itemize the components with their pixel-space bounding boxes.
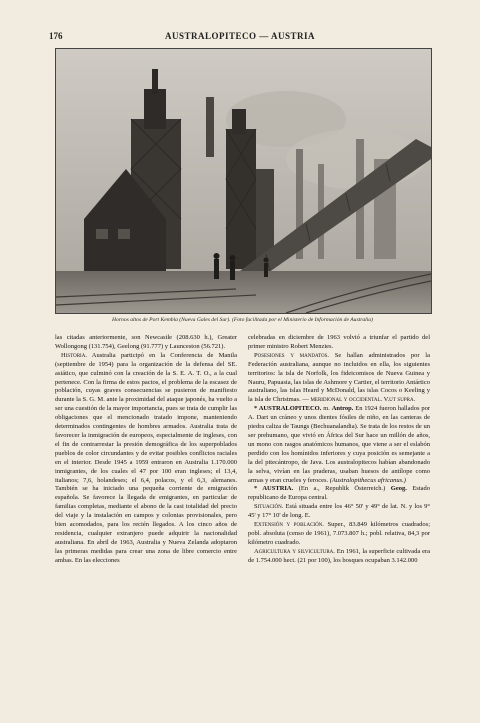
possessions-lead: Posesiones y mandatos. — [254, 351, 329, 359]
left-column — [55, 334, 237, 566]
agriculture-paragraph — [248, 548, 430, 566]
extension-paragraph — [248, 521, 430, 548]
running-title: AUSTRALOPITECO — AUSTRIA — [164, 31, 316, 41]
situation-lead: Situación. — [254, 503, 284, 511]
possessions-paragraph — [248, 352, 430, 405]
possessions-tail: — meridional y occidental. V.ut supra. — [302, 396, 416, 404]
left-paragraph-1: las citadas anteriormente, son Newcastle (208.630 h.), Greater Wollongong (131.754), Geelong (91.777) y Launceston (56.721). — [55, 334, 237, 350]
australopiteco-text: En 1924 fueron hallados por A. Dart un cráneo y unos dientes fósiles de niño, en las canteras de piedra caliza de Taungs (Bechuanalandia). Se trata de los restos de un ser prehumano, que vivió en África del Sur hace un millón de años, un mono con rasgos anatómicos humanos, que viene a ser el eslabón perdido con los homínidos inferiores y cuya posición es semejante a la del pitecántropo, de Java. Los australopitecos habían abandonado la selva, vivían en las praderas, usaban huesos de antílope como armas y eran crueles y feroces. — [248, 405, 430, 484]
austria-headword: * AUSTRIA. — [254, 485, 294, 493]
page-number: 176 — [49, 31, 63, 41]
history-lead: Historia. — [61, 351, 87, 359]
austria-field: Geog. — [390, 485, 407, 493]
austria-entry — [248, 485, 430, 503]
extension-lead: Extensión y población. — [254, 521, 324, 529]
austria-text: Estado republicano de Europa central. — [248, 485, 431, 502]
australopiteco-headword: * AUSTRALOPITECO. — [254, 405, 322, 413]
agriculture-text: En 1961, la superficie cultivada era de 1.754.000 hect. (21 por 100), los bosques ocupaban 3.142.000 — [248, 547, 431, 564]
right-paragraph-1: celebradas en diciembre de 1963 volvió a triunfar el partido del primer ministro Robert Menzies. — [248, 334, 430, 350]
page-header — [49, 31, 431, 43]
situation-text: Está situada entre los 46° 50' y 49° de lat. N. y los 9° 45' y 17° 10' de long. E. — [248, 503, 431, 520]
austria-alt-name: (En a., Republik Österreich.) — [298, 485, 386, 493]
blast-furnace-photo — [55, 48, 432, 314]
australopiteco-entry — [248, 405, 430, 485]
blast-furnace-illustration — [56, 49, 431, 313]
right-column — [248, 334, 430, 566]
history-text: Australia participó en la Conferencia de Manila (septiembre de 1954) para la organización de la defensa del SE. asiático, que culminó con la creación de la S. E. A. T. O., a la cual pertenece. Con la firma de estos pactos, el problema de la escasez de población, cuyas graves consecuencias se pusieron de manifiesto durante la S. G. M. ante la proximidad del ataque japonés, ha vuelto a ser una cuestión de la mayor importancia, pues se trata de cumplir las obligaciones que el mencionado tratado impone, manteniendo determinados contingentes de hombres armados. Australia trata de favorecer la inmigración de europeos, especialmente de ingleses, con el fin de contrarrestar la presión demográfica de los superpoblados pueblos de color circundantes y de evitar posibles conflictos raciales en el interior. Desde 1945 a 1959 entraron en Australia 1.170.000 inmigrantes, de los cuales el 47 por 100 eran ingleses; el 13,4, italianos; 7,6, holandeses; el 6,4, polacos, y el 6,3, alemanes. También se ha iniciado una pequeña corriente de emigración española. Se favorece la llegada de emigrantes, en particular de familias completas, mediante el abono de la casi totalidad del precio del viaje y la instalación en campos y colonias provisionales, pero bien acomodados, para los recién llegados. A los cinco años de residencia, cualquier extranjero puede adquirir la nacionalidad australiana. En abril de 1963, Australia y Nueva Zelanda adoptaron las primeras medidas para crear una zona de libre comercio entre ambas. En las elecciones — [55, 351, 237, 564]
agriculture-lead: Agricultura y silvicultura. — [254, 547, 335, 555]
photo-caption: Hornos altos de Port Kembla (Nueva Gales del Sur). (Foto facilitada por el Ministerio de Información de Australia) — [112, 317, 373, 323]
australopiteco-field: Antrop. — [331, 405, 354, 413]
australopiteco-pos: m. — [323, 405, 330, 413]
history-paragraph — [55, 352, 237, 566]
australopiteco-scientific: (Australopithecus africanus.) — [329, 476, 406, 484]
extension-text: Super., 83.849 kilómetros cuadrados; pobl. absoluta (censo de 1961), 7.073.807 h.; pobl. relativa, 84,3 por kilómetro cuadrado. — [248, 521, 430, 546]
possessions-text: Se hallan administrados por la Federación australiana, aunque no incluidos en ella, los siguientes territorios: la isla de Norfolk, los fideicomisos de Nueva Guinea y Nauru, Papuasia, las islas de Ashmore y Cartier, el territorio Antártico australiano, las islas Heard y McDonald, las islas Cocos o Keeling y la isla de Christmas. — [248, 351, 430, 404]
situation-paragraph — [248, 503, 430, 521]
